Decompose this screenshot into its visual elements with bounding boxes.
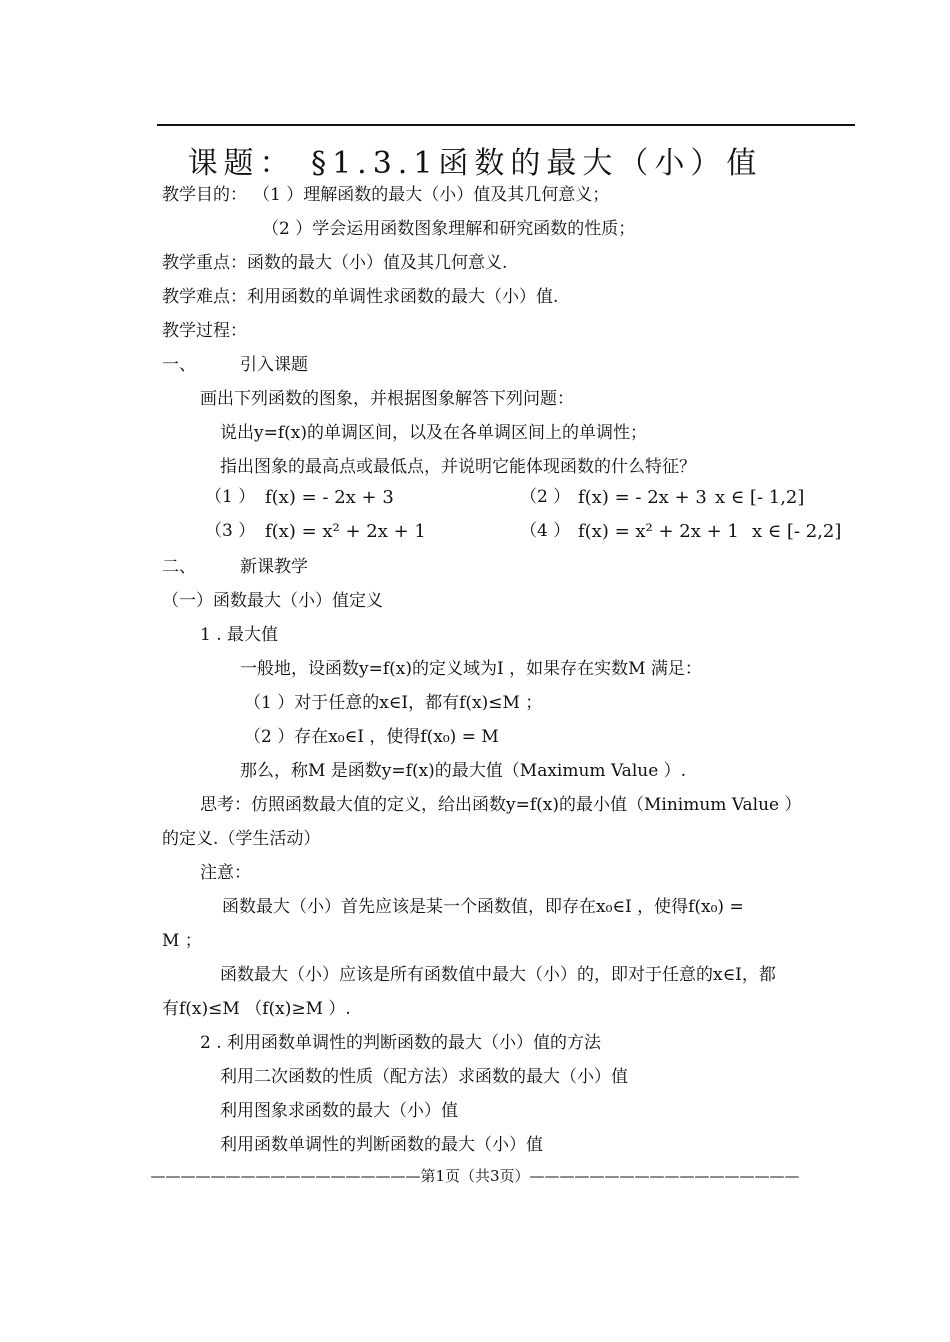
note-1-line-1: 函数最大（小）首先应该是某一个函数值，即存在x₀∈I ，使得f(x₀) = xyxy=(222,897,744,917)
difficulty: 教学难点：利用函数的单调性求函数的最大（小）值. xyxy=(162,287,559,307)
intro-line-2: 说出y=f(x)的单调区间，以及在各单调区间上的单调性； xyxy=(220,423,647,443)
item-1-heading: 1 . 最大值 xyxy=(200,625,279,645)
note-2-line-2: 有f(x)≤M （f(x)≥M ）. xyxy=(162,999,351,1019)
note-heading: 注意： xyxy=(200,863,251,883)
section-1-number: 一、 xyxy=(162,355,196,375)
problem-1-label: （1 ） xyxy=(205,487,256,507)
problem-3-label: （3 ） xyxy=(205,521,256,541)
page-footer: ——————————————————第1页（共3页）—————————————————— xyxy=(150,1167,800,1185)
problem-4-label: （4 ） xyxy=(520,521,571,541)
definition-line-3: （2 ）存在x₀∈I ，使得f(x₀) = M xyxy=(244,727,499,747)
method-3: 利用函数单调性的判断函数的最大（小）值 xyxy=(220,1135,543,1155)
intro-line-3: 指出图象的最高点或最低点，并说明它能体现函数的什么特征？ xyxy=(220,457,696,477)
problem-1-formula: f(x) = - 2x + 3 xyxy=(265,487,394,508)
think-line-1: 思考：仿照函数最大值的定义，给出函数y=f(x)的最小值（Minimum Value ） xyxy=(200,795,802,815)
process-heading: 教学过程： xyxy=(162,321,247,341)
header-rule xyxy=(157,124,855,126)
definition-line-2: （1 ）对于任意的x∈I，都有f(x)≤M ； xyxy=(244,693,543,713)
note-1-line-2: M ； xyxy=(162,931,202,951)
item-2-heading: 2 . 利用函数单调性的判断函数的最大（小）值的方法 xyxy=(200,1033,602,1053)
method-1: 利用二次函数的性质（配方法）求函数的最大（小）值 xyxy=(220,1067,628,1087)
key-point: 教学重点：函数的最大（小）值及其几何意义. xyxy=(162,253,508,273)
objectives-label: 教学目的： xyxy=(162,185,247,205)
problem-3-formula: f(x) = x² + 2x + 1 xyxy=(265,521,426,542)
section-2-number: 二、 xyxy=(162,557,196,577)
objective-2: （2 ）学会运用函数图象理解和研究函数的性质； xyxy=(262,219,636,239)
definition-line-4: 那么，称M 是函数y=f(x)的最大值（Maximum Value ）. xyxy=(240,761,687,781)
section-1-title: 引入课题 xyxy=(240,355,308,375)
problem-2-domain: x ∈ [- 1,2] xyxy=(715,487,805,508)
method-2: 利用图象求函数的最大（小）值 xyxy=(220,1101,458,1121)
problem-2-formula: f(x) = - 2x + 3 xyxy=(578,487,707,508)
intro-line-1: 画出下列函数的图象，并根据图象解答下列问题： xyxy=(200,389,574,409)
subsection-1: （一）函数最大（小）值定义 xyxy=(162,591,383,611)
objective-1: （1 ）理解函数的最大（小）值及其几何意义； xyxy=(253,185,610,205)
page-title: 课题： §1.3.1函数的最大（小）值 xyxy=(187,146,763,181)
note-2-line-1: 函数最大（小）应该是所有函数值中最大（小）的，即对于任意的x∈I，都 xyxy=(220,965,776,985)
problem-4-formula: f(x) = x² + 2x + 1 xyxy=(578,521,739,542)
think-line-2: 的定义.（学生活动） xyxy=(162,829,321,849)
definition-line-1: 一般地，设函数y=f(x)的定义域为I ，如果存在实数M 满足： xyxy=(240,659,702,679)
section-2-title: 新课教学 xyxy=(240,557,308,577)
problem-2-label: （2 ） xyxy=(520,487,571,507)
problem-4-domain: x ∈ [- 2,2] xyxy=(752,521,842,542)
